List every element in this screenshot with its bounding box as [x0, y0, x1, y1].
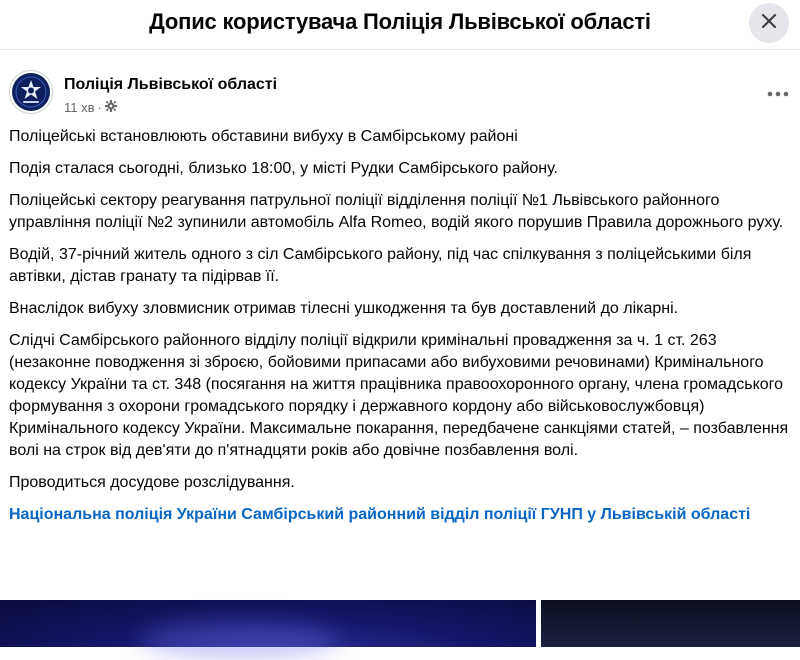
tag-link[interactable]: Самбірський районний відділ поліції ГУНП у Львівській області	[241, 506, 751, 523]
post-image[interactable]	[0, 600, 536, 647]
post-header	[0, 70, 800, 120]
police-logo-icon	[10, 71, 52, 113]
post-paragraph: Слідчі Самбірського районного відділу поліції відкрили кримінальні провадження за ч. 1 ст. 263 (незаконне поводження зі зброєю, бойовими припасами або вибуховими речовинами) Кримінального кодексу України та ст. 348 (посягання на життя працівника правоохоронного органу, члена громадського формування з охорони громадського порядку і державного кордону або військовослужбовця) Кримінального кодексу України. Максимальне покарання, передбачене санкціями статей, – позбавлення волі на строк від дев'яти до п'ятнадцяти років або довічне позбавлення волі.	[9, 332, 789, 459]
image-glow	[140, 620, 340, 660]
post-paragraph: Поліцейські сектору реагування патрульної поліції відділення поліції №1 Львівського районного управління поліції №2 зупинили автомобіль Alfa Romeo, водій якого порушив Правила дорожнього руху.	[9, 192, 784, 231]
post-paragraph: Подія сталася сьогодні, близько 18:00, у місті Рудки Самбірського району.	[9, 160, 558, 177]
post-meta	[64, 100, 117, 115]
modal-header	[0, 0, 800, 50]
more-horizontal-icon	[767, 84, 789, 102]
modal-title: Допис користувача Поліція Львівської області	[149, 9, 651, 34]
post-image[interactable]	[541, 600, 800, 647]
more-options-button[interactable]	[760, 78, 796, 108]
post-paragraph: Проводиться досудове розслідування.	[9, 474, 295, 491]
post-paragraph: Водій, 37-річний житель одного з сіл Самбірського району, під час спілкування з поліцейськими біля автівки, дістав гранату та підірвав її.	[9, 246, 752, 285]
close-icon	[761, 13, 777, 34]
tag-link[interactable]: Національна поліція України	[9, 506, 237, 523]
meta-separator: ·	[97, 100, 102, 115]
close-button[interactable]	[749, 3, 789, 43]
post-paragraph: Поліцейські встановлюють обставини вибуху в Самбірському районі	[9, 128, 518, 145]
post-paragraph: Внаслідок вибуху зловмисник отримав тілесні ушкодження та був доставлений до лікарні.	[9, 300, 679, 317]
author-name[interactable]: Поліція Львівської області	[64, 76, 278, 93]
gear-icon[interactable]	[105, 100, 117, 115]
author-avatar[interactable]	[9, 70, 53, 114]
post-tags	[9, 504, 794, 526]
post-body	[9, 126, 794, 526]
post-time[interactable]: 11 хв	[64, 100, 95, 115]
